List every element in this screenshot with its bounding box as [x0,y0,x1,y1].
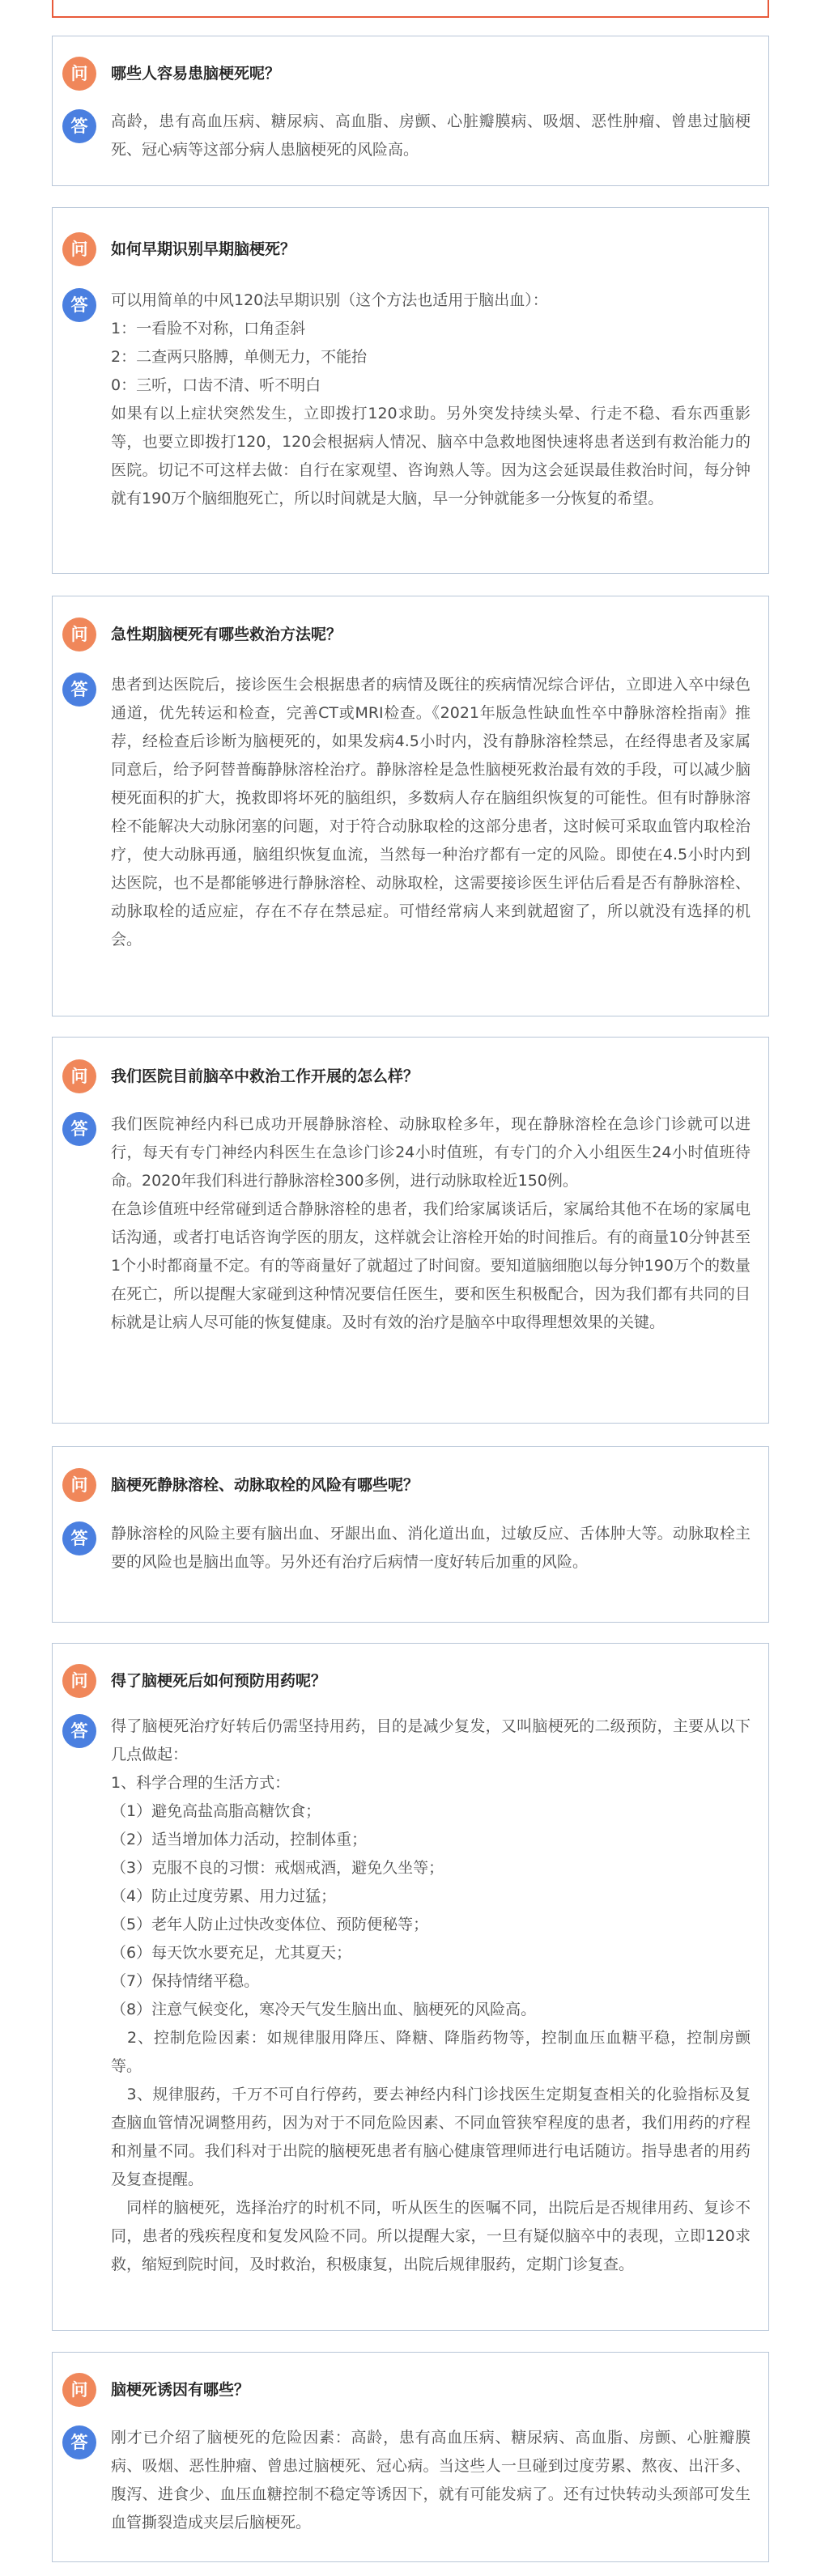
answer-badge: 答 [62,288,96,322]
question-badge: 问 [62,2373,96,2407]
question-badge: 问 [62,617,96,651]
question-text: 得了脑梗死后如何预防用药呢？ [111,1672,327,1690]
answer-badge: 答 [62,109,96,143]
question-row [62,57,751,91]
answer-badge: 答 [62,1714,96,1748]
question-text: 哪些人容易患脑梗死呢？ [111,65,281,83]
answer-paragraph: （4）防止过度劳累、用力过猛； [111,1887,337,1905]
answer-paragraph: （3）克服不良的习惯：戒烟戒酒，避免久坐等； [111,1859,444,1877]
answer-paragraph: 在急诊值班中经常碰到适合静脉溶栓的患者，我们给家属谈话后，家属给其他不在场的家属电话沟通，或者打电话咨询学医的朋友，这样就会让溶栓开始的时间推后。有的商量10分钟甚至1个小时都商量不定。有的等商量好了就超过了时间窗。要知道脑细胞以每分钟190万个的数量在死亡，所以提醒大家碰到这种情况要信任医生，要和医生积极配合，因为我们都有共同的目标就是让病人尽可能的恢复健康。及时有效的治疗是脑卒中取得理想效果的关键。 [111,1200,751,1331]
qa-card [52,207,769,574]
qa-card [52,1643,769,2331]
answer-paragraph: 1：一看脸不对称，口角歪斜 [111,320,306,337]
question-text: 急性期脑梗死有哪些救治方法呢？ [111,626,342,643]
question-row [62,1468,751,1502]
question-badge: 问 [62,1664,96,1698]
answer-paragraph: 1、科学合理的生活方式： [111,1774,291,1792]
answer-paragraph: 0：三听，口齿不清、听不明白 [111,376,321,394]
answer-text [111,108,751,164]
qa-card [52,1037,769,1424]
answer-badge: 答 [62,1521,96,1555]
answer-text [111,1110,751,1337]
answer-paragraph: 刚才已介绍了脑梗死的危险因素：高龄，患有高血压病、糖尿病、高血脂、房颤、心脏瓣膜病、吸烟、恶性肿瘤、曾患过脑梗死、冠心病。当这些人一旦碰到过度劳累、熬夜、出汗多、腹泻、进食少、血压血糖控制不稳定等诱因下，就有可能发病了。还有过快转动头颈部可发生血管撕裂造成夹层后脑梗死。 [111,2429,751,2531]
question-row [62,232,751,266]
question-row [62,1059,751,1093]
question-row [62,2373,751,2407]
answer-text [111,1712,751,2279]
answer-paragraph: 高龄，患有高血压病、糖尿病、高血脂、房颤、心脏瓣膜病、吸烟、恶性肿瘤、曾患过脑梗死、冠心病等这部分病人患脑梗死的风险高。 [111,112,751,159]
answer-badge: 答 [62,2425,96,2459]
qa-card [52,596,769,1016]
answer-row [62,1714,751,2321]
question-badge: 问 [62,57,96,91]
question-badge: 问 [62,1468,96,1502]
answer-paragraph: （5）老年人防止过快改变体位、预防便秘等； [111,1916,429,1933]
qa-card [52,2352,769,2562]
answer-paragraph: 如果有以上症状突然发生，立即拨打120求助。另外突发持续头晕、行走不稳、看东西重影等，也要立即拨打120，120会根据病人情况、脑卒中急救地图快速将患者送到有救治能力的医院。切记不可这样去做：自行在家观望、咨询熟人等。因为这会延误最佳救治时间，每分钟就有190万个脑细胞死亡，所以时间就是大脑，早一分钟就能多一分恢复的希望。 [111,405,751,507]
question-text: 脑梗死静脉溶栓、动脉取栓的风险有哪些呢？ [111,1476,419,1494]
answer-paragraph: 2、控制危险因素：如规律服用降压、降糖、降脂药物等，控制血压血糖平稳，控制房颤等。 [111,2029,751,2075]
answer-badge: 答 [62,673,96,707]
answer-text [111,1520,751,1577]
qa-card [52,36,769,186]
question-text: 脑梗死诱因有哪些？ [111,2381,250,2399]
answer-text [111,2424,751,2537]
question-badge: 问 [62,232,96,266]
answer-paragraph: 同样的脑梗死，选择治疗的时机不同，听从医生的医嘱不同，出院后是否规律用药、复诊不同，患者的残疾程度和复发风险不同。所以提醒大家，一旦有疑似脑卒中的表现，立即120求救，缩短到院时间，及时救治，积极康复，出院后规律服药，定期门诊复查。 [111,2199,751,2273]
answer-row [62,1521,751,1611]
answer-paragraph: 静脉溶栓的风险主要有脑出血、牙龈出血、消化道出血，过敏反应、舌体肿大等。动脉取栓主要的风险也是脑出血等。另外还有治疗后病情一度好转后加重的风险。 [111,1525,751,1571]
answer-paragraph: 得了脑梗死治疗好转后仍需坚持用药，目的是减少复发，又叫脑梗死的二级预防，主要从以下几点做起： [111,1717,751,1763]
question-text: 我们医院目前脑卒中救治工作开展的怎么样？ [111,1067,419,1085]
answer-paragraph: （6）每天饮水要充足，尤其夏天； [111,1944,352,1962]
answer-paragraph: 可以用简单的中风120法早期识别（这个方法也适用于脑出血）： [111,291,548,309]
answer-paragraph: 患者到达医院后，接诊医生会根据患者的病情及既往的疾病情况综合评估，立即进入卒中绿色通道，优先转运和检查，完善CT或MRI检查。《2021年版急性缺血性卒中静脉溶栓指南》推荐，经检查后诊断为脑梗死的，如果发病4.5小时内，没有静脉溶栓禁忌，在经得患者及家属同意后，给予阿替普酶静脉溶栓治疗。静脉溶栓是急性脑梗死救治最有效的手段，可以减少脑梗死面积的扩大，挽救即将坏死的脑组织，多数病人存在脑组织恢复的可能性。但有时静脉溶栓不能解决大动脉闭塞的问题，对于符合动脉取栓的这部分患者，这时候可采取血管内取栓治疗，使大动脉再通，脑组织恢复血流，当然每一种治疗都有一定的风险。即使在4.5小时内到达医院，也不是都能够进行静脉溶栓、动脉取栓，这需要接诊医生评估后看是否有静脉溶栓、动脉取栓的适应症，存在不存在禁忌症。可惜经常病人来到就超窗了，所以就没有选择的机会。 [111,676,751,948]
answer-row [62,288,751,563]
answer-paragraph: 3、规律服药，千万不可自行停药，要去神经内科门诊找医生定期复查相关的化验指标及复查脑血管情况调整用药，因为对于不同危险因素、不同血管狭窄程度的患者，我们用药的疗程和剂量不同。我们科对于出院的脑梗死患者有脑心健康管理师进行电话随访。指导患者的用药及复查提醒。 [111,2086,751,2188]
answer-text [111,286,751,513]
answer-row [62,2425,751,2547]
question-text: 如何早期识别早期脑梗死？ [111,240,296,258]
answer-paragraph: 2：二查两只胳膊，单侧无力，不能抬 [111,348,368,366]
answer-paragraph: （8）注意气候变化，寒冷天气发生脑出血、脑梗死的风险高。 [111,2001,537,2018]
answer-text [111,671,751,954]
question-badge: 问 [62,1059,96,1093]
top-card-frame [52,0,769,18]
question-row [62,1664,751,1698]
answer-row [62,1112,751,1411]
answer-badge: 答 [62,1112,96,1146]
question-row [62,617,751,651]
answer-paragraph: （7）保持情绪平稳。 [111,1972,260,1990]
answer-row [62,673,751,1004]
qa-card [52,1446,769,1623]
answer-paragraph: 我们医院神经内科已成功开展静脉溶栓、动脉取栓多年，现在静脉溶栓在急诊门诊就可以进行，每天有专门神经内科医生在急诊门诊24小时值班，有专门的介入小组医生24小时值班待命。2020年我们科进行静脉溶栓300多例，进行动脉取栓近150例。 [111,1115,751,1190]
answer-paragraph: （2）适当增加体力活动，控制体重； [111,1831,368,1848]
answer-row [62,109,751,174]
answer-paragraph: （1）避免高盐高脂高糖饮食； [111,1802,321,1820]
